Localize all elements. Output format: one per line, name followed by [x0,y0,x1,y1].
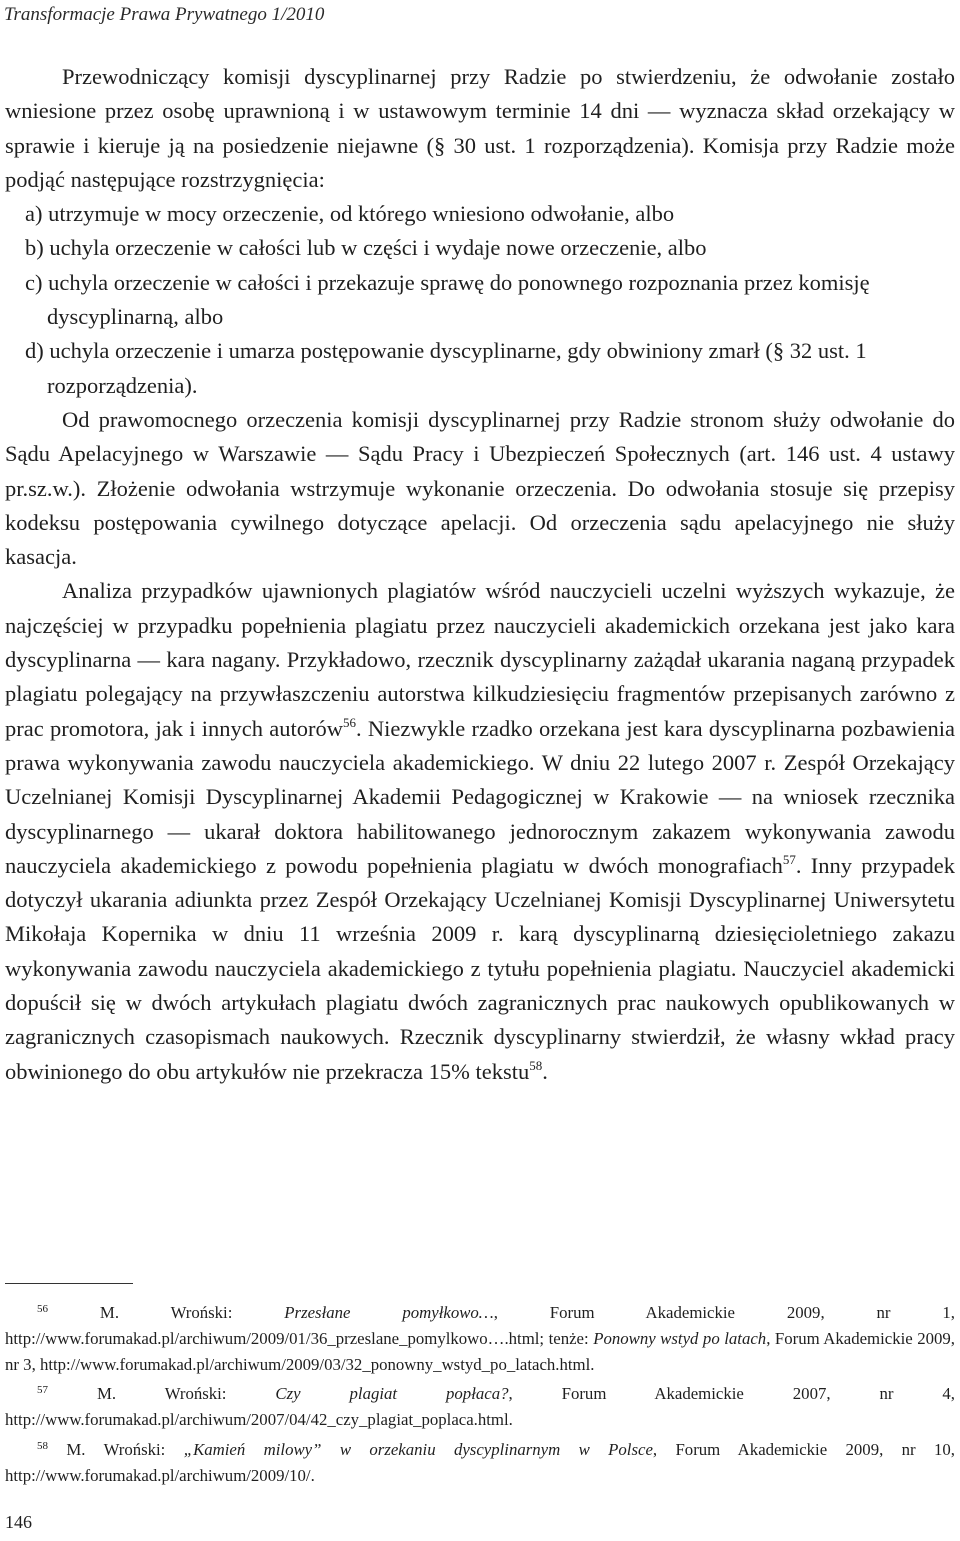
footnote-57 [5,1381,955,1433]
footnote-ref-57[interactable]: 57 [782,851,796,867]
footnotes [5,1300,955,1489]
paragraph-3-text-c: . Inny przypadek dotyczył ukarania adiunkta przez Zespół Orzekający Uczelnianej Komisji Dyscyplinarnej Uniwersytetu Mikołaja Kopernika w dniu 11 września 2009 r. karą dyscyplinarną dziesięcioletniego zakazu wykonywania zawodu nauczyciela akademickiego z tytułu popełnienia plagiatu. Nauczyciel akademicki dopuścił się w dwóch artykułach plagiatu dwóch zagranicznych prac naukowych opublikowanych w zagranicznych czasopismach naukowych. Rzecznik dyscyplinarny stwierdził, że własny wkład pracy obwinionego do obu artykułów nie przekracza 15% tekstu [5,852,955,1084]
page-number: 146 [5,1512,32,1532]
footnote-title: „Kamień milowy” w orzekaniu dyscyplinarnym w Polsce [183,1439,653,1459]
footnote-56 [5,1300,955,1377]
footnote-text: , Forum Akademickie 2009, nr 1, http://www.forumakad.pl/archiwum/2009/01/36_przeslane_pomylkowo….html; tenże: [5,1303,955,1348]
footnote-title: Ponowny wstyd po latach [593,1328,767,1348]
main-text [5,60,955,1089]
footnote-text: M. Wroński: [48,1439,184,1459]
list-item: c) uchyla orzeczenie w całości i przekazuje sprawę do ponownego rozpoznania przez komisję dyscyplinarną, albo [25,269,870,330]
footnote-text: M. Wroński: [48,1303,285,1322]
paragraph-1: Przewodniczący komisji dyscyplinarnej przy Radzie po stwierdzeniu, że odwołanie zostało wniesione przez osobę uprawnioną i w ustawowym terminie 14 dni — wyznacza skład orzekający w sprawie i kieruje ją na posiedzenie niejawne (§ 30 ust. 1 rozporządzenia). Komisja przy Radzie może podjąć następujące rozstrzygnięcia: [5,64,955,192]
footnote-ref-58[interactable]: 58 [529,1057,543,1073]
paragraph-3 [5,574,955,1088]
footnote-text: , Forum Akademickie 2009, nr 3, http://www.forumakad.pl/archiwum/2009/03/32_ponowny_wstyd_po_latach.html. [5,1328,955,1374]
footnote-separator [5,1283,133,1284]
list-item: b) uchyla orzeczenie w całości lub w części i wydaje nowe orzeczenie, albo [25,235,707,261]
footnote-ref-56[interactable]: 56 [342,714,356,730]
footnote-text: , Forum Akademickie 2007, nr 4, http://www.forumakad.pl/archiwum/2007/04/42_czy_plagiat_poplaca.html. [5,1384,955,1430]
footnote-title: Przesłane pomyłkowo… [284,1303,494,1322]
paragraph-2: Od prawomocnego orzeczenia komisji dyscyplinarnej przy Radzie stronom służy odwołanie do Sądu Apelacyjnego w Warszawie — Sądu Pracy i Ubezpieczeń Społecznych (art. 146 ust. 4 ustawy pr.sz.w.). Złożenie odwołania wstrzymuje wykonanie orzeczenia. Do odwołania stosuje się przepisy kodeksu postępowania cywilnego dotyczące apelacji. Od orzeczenia sądu apelacyjnego nie służy kasacja. [5,406,955,570]
footnote-title: Czy plagiat popłaca? [275,1384,509,1404]
list-item: d) uchyla orzeczenie i umarza postępowanie dyscyplinarne, gdy obwiniony zmarł (§ 32 ust. 1 rozporządzenia). [25,338,867,398]
paragraph-3-text-d: . [542,1058,548,1084]
footnote-number: 56 [37,1303,48,1315]
paragraph-3-text-b: . Niezwykle rzadko orzekana jest kara dyscyplinarna pozbawienia prawa wykonywania zawodu nauczyciela akademickiego. W dniu 22 lutego 2007 r. Zespół Orzekający Uczelnianej Komisji Dyscyplinarnej Akademii Pedagogicznej w Krakowie — na wniosek rzecznika dyscyplinarnego — ukarał doktora habilitowanego jednorocznym zakazem wykonywania zawodu nauczyciela akademickiego z powodu popełnienia plagiatu w dwóch monografiach [5,715,955,878]
resolution-list [5,197,955,403]
footnote-58 [5,1437,955,1489]
list-item: a) utrzymuje w mocy orzeczenie, od którego wniesiono odwołanie, albo [25,201,675,227]
footnote-text: , Forum Akademickie 2009, nr 10, http://www.forumakad.pl/archiwum/2009/10/. [5,1439,955,1485]
paragraph-3-text-a: Analiza przypadków ujawnionych plagiatów wśród nauczycieli uczelni wyższych wykazuje, że najczęściej w przypadku popełnienia plagiatu przez nauczycieli akademickich orzekana jest jako kara dyscyplinarna — kara nagany. Przykładowo, rzecznik dyscyplinarny zażądał ukarania naganą przypadek plagiatu polegający na przywłaszczeniu autorstwa kilkudziesięciu fragmentów przepisanych zarówno z prac promotora, jak i innych autorów [5,578,955,741]
footnote-number: 58 [37,1439,48,1452]
footnote-number: 57 [37,1384,48,1397]
running-header: Transformacje Prawa Prywatnego 1/2010 [4,4,325,25]
footnote-text: M. Wroński: [48,1384,276,1404]
